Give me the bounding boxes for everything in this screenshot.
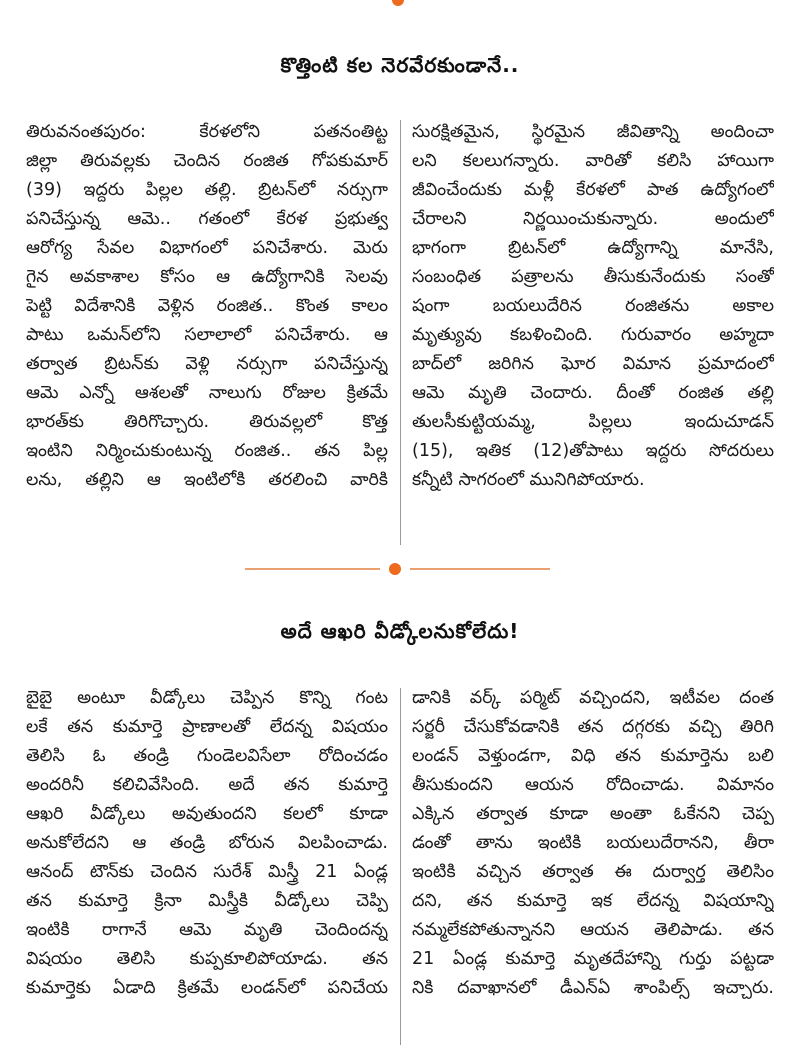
- article-text-line: తెలిసి ఓ తండ్రి గుండెలవిసేలా రోదించడం: [26, 746, 388, 766]
- article-text-line: బాద్‌లో జరిగిన ఘోర విమాన ప్రమాదంలో: [412, 354, 774, 374]
- article-text-line: ఆనంద్ టౌన్‌కు చెందిన సురేశ్ మిస్త్రీ 21 ఏండ్ల: [26, 862, 388, 882]
- article-text-line: లకే తన కుమార్తె ప్రాణాలతో లేదన్న విషయం: [26, 717, 388, 737]
- article2-column-1: [26, 684, 388, 1003]
- article-text-line: 21 ఏండ్ల కుమార్తె మృతదేహాన్ని గుర్తు పట్టడా: [412, 949, 774, 969]
- divider-line-right: [410, 568, 550, 570]
- article1-column-2: [412, 118, 774, 495]
- article2-column-2: [412, 684, 774, 1003]
- article-text-line: తులసీకుట్టియమ్మ, పిల్లలు ఇందుచూడన్: [412, 412, 774, 432]
- column-rule: [400, 120, 401, 545]
- article-text-line: తన కుమార్తె క్రినా మిస్త్రీకి వీడ్కోలు చెప్పి: [26, 891, 388, 911]
- article-text-line: భాగంగా బ్రిటన్‌లో ఉద్యోగాన్ని మానేసి,: [412, 238, 774, 258]
- article1-column-1: [26, 118, 388, 495]
- article-text-line: ఆమె ఎన్నో ఆశలతో నాలుగు రోజుల క్రితమే: [26, 383, 388, 403]
- article-text-line: ఆరోగ్య సేవల విభాగంలో పనిచేశారు. మెరు: [26, 238, 388, 258]
- article-text-line: అనుకోలేదని ఆ తండ్రి బోరున విలపించాడు.: [26, 833, 388, 853]
- article-text-line: జీవించేందుకు మళ్లీ కేరళలో పాత ఉద్యోగంలో: [412, 180, 774, 200]
- article-text-line: విషయం తెలిసి కుప్పకూలిపోయాడు. తన: [26, 949, 388, 969]
- article-text-line: (15), ఇతిక (12)తోపాటు ఇద్దరు సోదరులు: [412, 441, 774, 461]
- article-text-line: తీసుకుందని ఆయన రోదించాడు. విమానం: [412, 775, 774, 795]
- article-text-line: అందరినీ కలిచివేసింది. అదే తన కుమార్తె: [26, 775, 388, 795]
- divider-dot: [389, 563, 401, 575]
- article-text-line: జిల్లా తిరువల్లకు చెందిన రంజిత గోపకుమార్: [26, 151, 388, 171]
- article-text-line: కుమార్తెకు ఏడాది క్రితమే లండన్‌లో పనిచేయ: [26, 978, 388, 998]
- article-text-line: ఇంటిని నిర్మించుకుంటున్న రంజిత.. తన పిల్ల: [26, 441, 388, 461]
- article-text-line: లండన్ వెళ్తుండగా, విధి తన కుమార్తెను బలి: [412, 746, 774, 766]
- article-text-line: పెట్టి విదేశానికి వెళ్లిన రంజిత.. కొంత కాలం: [26, 296, 388, 316]
- section-divider: [0, 562, 800, 576]
- column-rule: [400, 688, 401, 1045]
- article-text-line: తిరువనంతపురం: కేరళలోని పతనంతిట్ట: [26, 122, 388, 142]
- article-text-line: పాటు ఒమన్‌లోని సలాలాలో పనిచేశారు. ఆ: [26, 325, 388, 345]
- article-text-line: డానికి వర్క్ పర్మిట్ వచ్చిందని, ఇటీవల దంత: [412, 688, 774, 708]
- article-text-line: గైన అవకాశాల కోసం ఆ ఉద్యోగానికి సెలవు: [26, 267, 388, 287]
- article-text-line: తర్వాత బ్రిటన్‌కు వెళ్లి నర్సుగా పనిచేస్తున్న: [26, 354, 388, 374]
- article2-headline: అదే ఆఖరి వీడ్కోలనుకోలేదు!: [280, 619, 520, 643]
- article-text-line: (39) ఇద్దరు పిల్లల తల్లి. బ్రిటన్‌లో నర్సుగా: [26, 180, 388, 200]
- article-text-line: ఎక్కిన తర్వాత కూడా అంతా ఓకేనని చెప్ప: [412, 804, 774, 824]
- article-text-line: ఆఖరి వీడ్కోలు అవుతుందని కలలో కూడా: [26, 804, 388, 824]
- article-text-line: కన్నీటి సాగరంలో మునిగిపోయారు.: [412, 470, 645, 490]
- article-text-line: చేరాలని నిర్ణయించుకున్నారు. అందులో: [412, 209, 774, 229]
- article-text-line: దని, తన కుమార్తె ఇక లేదన్న విషయాన్ని: [412, 891, 774, 911]
- article-text-line: బైబై అంటూ వీడ్కోలు చెప్పిన కొన్ని గంట: [26, 688, 388, 708]
- article-text-line: లను, తల్లిని ఆ ఇంటిలోకి తరలించి వారికి: [26, 470, 388, 490]
- article-text-line: నమ్మలేకపోతున్నానని ఆయన తెలిపాడు. తన: [412, 920, 774, 940]
- article-text-line: భారత్‌కు తిరిగొచ్చారు. తిరువల్లలో కొత్త: [26, 412, 388, 432]
- divider-line-left: [245, 568, 380, 570]
- article-text-line: ఇంటికి రాగానే ఆమె మృతి చెందిందన్న: [26, 920, 388, 940]
- article-text-line: షంగా బయలుదేరిన రంజితను అకాల: [412, 296, 774, 316]
- article-text-line: నికి దవాఖానలో డీఎన్‌ఏ శాంపిల్స్ ఇచ్చారు.: [412, 978, 774, 998]
- article-text-line: సంబంధిత పత్రాలను తీసుకునేందుకు సంతో: [412, 267, 774, 287]
- article-text-line: మృత్యువు కబళించింది. గురువారం అహ్మదా: [412, 325, 774, 345]
- article-text-line: ఆమె మృతి చెందారు. దీంతో రంజిత తల్లి: [412, 383, 774, 403]
- article1-headline: కొత్తింటి కల నెరవేరకుండానే..: [280, 53, 520, 77]
- article-text-line: ఇంటికి వచ్చిన తర్వాత ఈ దుర్వార్త తెలిసిం: [412, 862, 774, 882]
- top-divider-dot: [392, 0, 404, 6]
- article-text-line: డంతో తాను ఇంటికి బయలుదేరానని, తీరా: [412, 833, 774, 853]
- article-text-line: లని కలలుగన్నారు. వారితో కలిసి హాయిగా: [412, 151, 774, 171]
- article-text-line: పనిచేస్తున్న ఆమె.. గతంలో కేరళ ప్రభుత్వ: [26, 209, 388, 229]
- article-text-line: సురక్షితమైన, స్థిరమైన జీవితాన్ని అందించా: [412, 122, 774, 142]
- article-text-line: సర్జరీ చేసుకోవడానికి తన దగ్గరకు వచ్చి తిరిగి: [412, 717, 774, 737]
